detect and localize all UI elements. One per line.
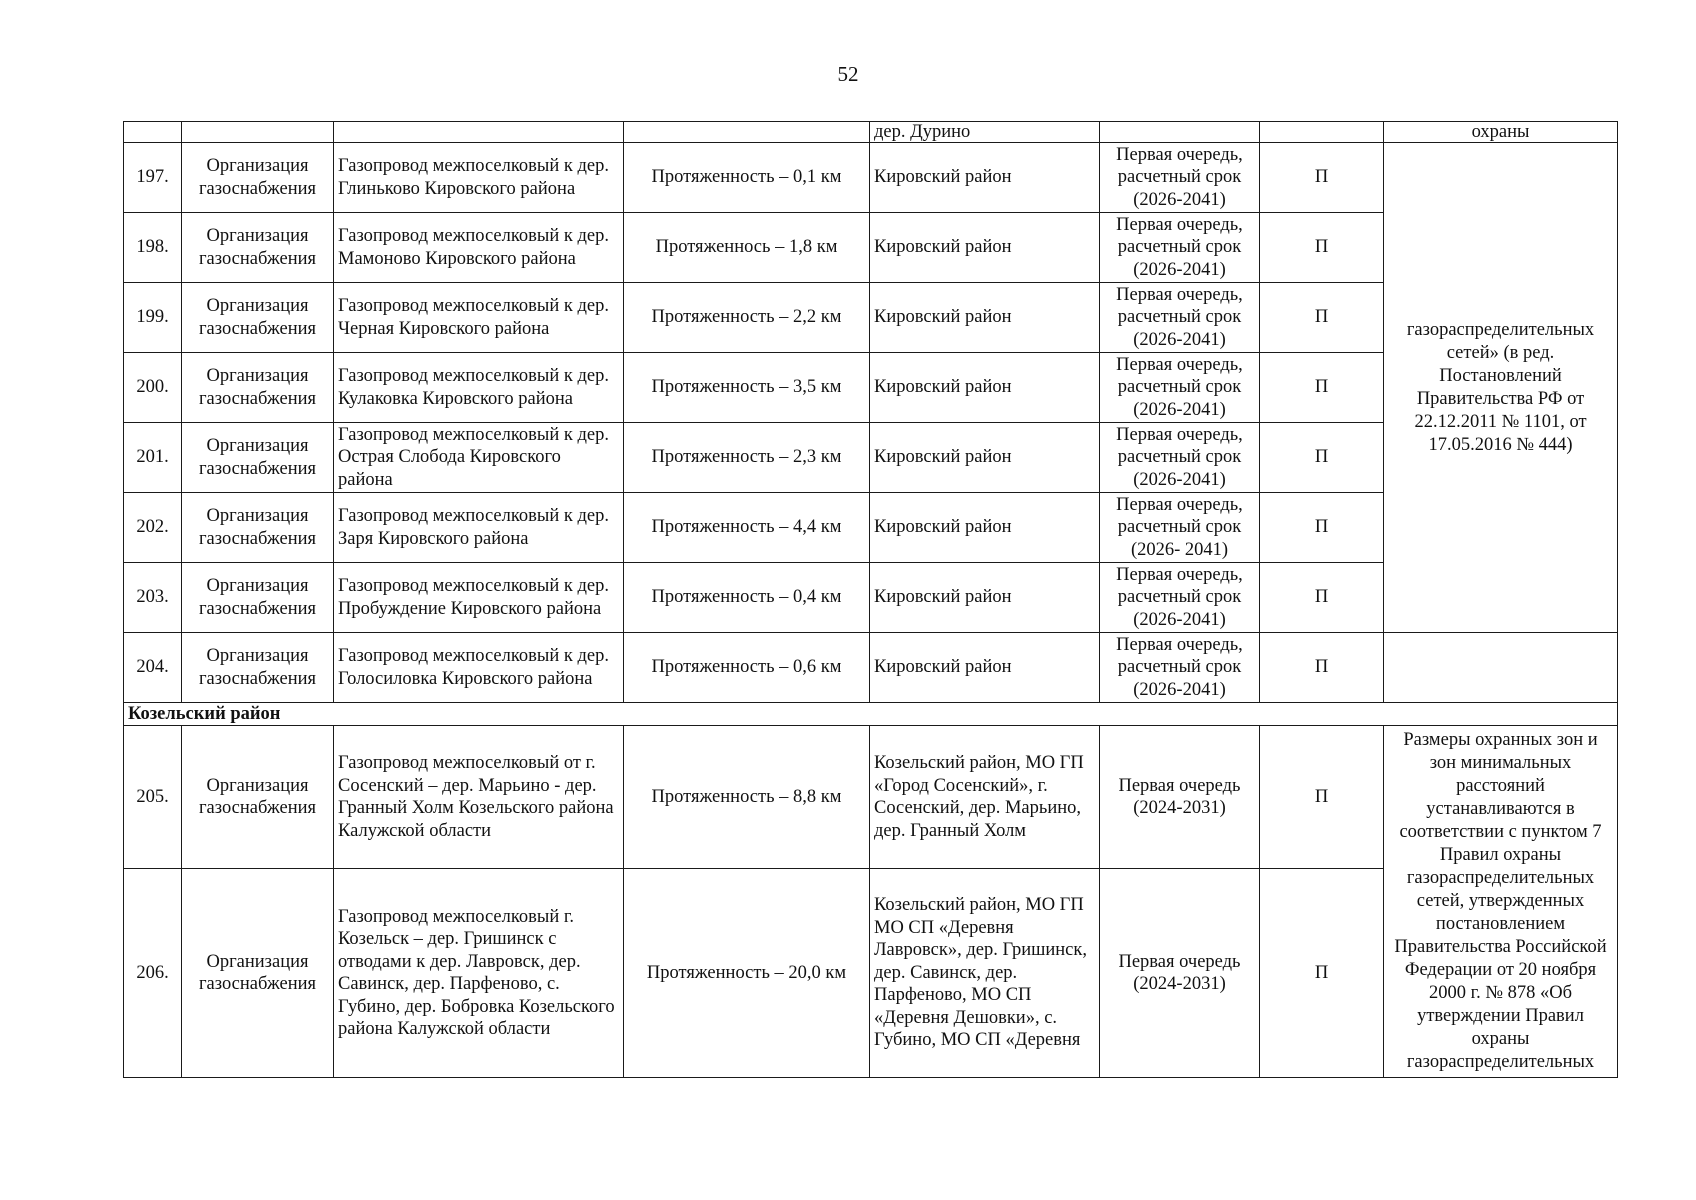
cell-organization: Организация газоснабжения xyxy=(182,423,334,493)
cell-object-name: Газопровод межпоселковый г. Козельск – дер. Гришинск с отводами к дер. Лавровск, дер. Савинск, дер. Парфеново, с. Губино, дер. Бобровка Козельского района Калужской области xyxy=(334,869,624,1078)
cell-parameter: Протяженность – 0,1 км xyxy=(624,143,870,213)
cell-object-name: Газопровод межпоселковый к дер. Глиньково Кировского района xyxy=(334,143,624,213)
table-row xyxy=(124,726,1618,869)
cell-status: П xyxy=(1260,213,1384,283)
continued-row xyxy=(124,122,1618,143)
cell-organization: Организация газоснабжения xyxy=(182,869,334,1078)
cell-parameter: Протяженность – 2,3 км xyxy=(624,423,870,493)
cell-object-name: Газопровод межпоселковый к дер. Мамоново Кировского района xyxy=(334,213,624,283)
cell-empty xyxy=(124,122,182,143)
cell-organization: Организация газоснабжения xyxy=(182,493,334,563)
cell-status: П xyxy=(1260,869,1384,1078)
cell-status: П xyxy=(1260,633,1384,703)
cell-object-name: Газопровод межпоселковый к дер. Пробуждение Кировского района xyxy=(334,563,624,633)
cell-number: 197. xyxy=(124,143,182,213)
cell-empty xyxy=(1100,122,1260,143)
cell-note: Размеры охранных зон и зон минимальных расстояний устанавливаются в соответствии с пунктом 7 Правил охраны газораспределительных сетей, утвержденных постановлением Правительства Российской Федерации от 20 ноября 2000 г. № 878 «Об утверждении Правил охраны газораспределительных xyxy=(1384,726,1618,1078)
cell-parameter: Протяженность – 0,4 км xyxy=(624,563,870,633)
cell-organization: Организация газоснабжения xyxy=(182,726,334,869)
cell-number: 198. xyxy=(124,213,182,283)
cell-number: 201. xyxy=(124,423,182,493)
cell-number: 199. xyxy=(124,283,182,353)
cell-location: Кировский район xyxy=(870,353,1100,423)
cell-stage: Первая очередь, расчетный срок (2026-2041) xyxy=(1100,213,1260,283)
cell-object-name: Газопровод межпоселковый к дер. Кулаковка Кировского района xyxy=(334,353,624,423)
cell-parameter: Протяженнось – 1,8 км xyxy=(624,213,870,283)
cell-status: П xyxy=(1260,563,1384,633)
cell-organization: Организация газоснабжения xyxy=(182,563,334,633)
cell-stage: Первая очередь, расчетный срок (2026-2041) xyxy=(1100,353,1260,423)
cell-empty xyxy=(182,122,334,143)
cell-object-name: Газопровод межпоселковый к дер. Заря Кировского района xyxy=(334,493,624,563)
cell-parameter: Протяженность – 20,0 км xyxy=(624,869,870,1078)
cell-location: Кировский район xyxy=(870,423,1100,493)
section-title: Козельский район xyxy=(124,703,1618,726)
cell-status: П xyxy=(1260,493,1384,563)
cell-number: 203. xyxy=(124,563,182,633)
cell-number: 200. xyxy=(124,353,182,423)
cell-location: Козельский район, МО ГП МО СП «Деревня Лавровск», дер. Гришинск, дер. Савинск, дер. Парфеново, МО СП «Деревня Дешовки», с. Губино, МО СП «Деревня xyxy=(870,869,1100,1078)
cell-status: П xyxy=(1260,353,1384,423)
cell-location: Кировский район xyxy=(870,493,1100,563)
cell-location: Кировский район xyxy=(870,633,1100,703)
cell-object-name: Газопровод межпоселковый к дер. Голосиловка Кировского района xyxy=(334,633,624,703)
cell-note-fragment: охраны xyxy=(1384,122,1618,143)
table-row xyxy=(124,633,1618,703)
cell-number: 202. xyxy=(124,493,182,563)
cell-organization: Организация газоснабжения xyxy=(182,633,334,703)
cell-empty xyxy=(1260,122,1384,143)
cell-parameter: Протяженность – 8,8 км xyxy=(624,726,870,869)
cell-location: Козельский район, МО ГП «Город Сосенский», г. Сосенский, дер. Марьино, дер. Гранный Холм xyxy=(870,726,1100,869)
cell-status: П xyxy=(1260,143,1384,213)
cell-empty xyxy=(334,122,624,143)
cell-parameter: Протяженность – 2,2 км xyxy=(624,283,870,353)
cell-stage: Первая очередь, расчетный срок (2026- 2041) xyxy=(1100,493,1260,563)
cell-stage: Первая очередь, расчетный срок (2026-2041) xyxy=(1100,563,1260,633)
cell-stage: Первая очередь, расчетный срок (2026-2041) xyxy=(1100,633,1260,703)
cell-location: Кировский район xyxy=(870,143,1100,213)
cell-location: Кировский район xyxy=(870,563,1100,633)
cell-number: 204. xyxy=(124,633,182,703)
cell-stage: Первая очередь (2024-2031) xyxy=(1100,726,1260,869)
cell-organization: Организация газоснабжения xyxy=(182,213,334,283)
cell-empty xyxy=(624,122,870,143)
cell-status: П xyxy=(1260,726,1384,869)
page-number: 52 xyxy=(837,62,859,86)
cell-stage: Первая очередь, расчетный срок (2026-2041) xyxy=(1100,283,1260,353)
cell-organization: Организация газоснабжения xyxy=(182,143,334,213)
cell-number: 206. xyxy=(124,869,182,1078)
section-row xyxy=(124,703,1618,726)
cell-parameter: Протяженность – 3,5 км xyxy=(624,353,870,423)
cell-note: газораспределительных сетей» (в ред. Постановлений Правительства РФ от 22.12.2011 № 1101, от 17.05.2016 № 444) xyxy=(1384,143,1618,633)
cell-location: Кировский район xyxy=(870,283,1100,353)
cell-location: дер. Дурино xyxy=(870,122,1100,143)
infrastructure-table xyxy=(123,121,1618,1078)
cell-stage: Первая очередь, расчетный срок (2026-2041) xyxy=(1100,143,1260,213)
cell-object-name: Газопровод межпоселковый от г. Сосенский – дер. Марьино - дер. Гранный Холм Козельского района Калужской области xyxy=(334,726,624,869)
cell-stage: Первая очередь, расчетный срок (2026-2041) xyxy=(1100,423,1260,493)
cell-parameter: Протяженность – 4,4 км xyxy=(624,493,870,563)
cell-status: П xyxy=(1260,283,1384,353)
cell-parameter: Протяженность – 0,6 км xyxy=(624,633,870,703)
cell-organization: Организация газоснабжения xyxy=(182,353,334,423)
cell-empty xyxy=(1384,633,1618,703)
cell-organization: Организация газоснабжения xyxy=(182,283,334,353)
cell-object-name: Газопровод межпоселковый к дер. Острая Слобода Кировского района xyxy=(334,423,624,493)
cell-stage: Первая очередь (2024-2031) xyxy=(1100,869,1260,1078)
cell-object-name: Газопровод межпоселковый к дер. Черная Кировского района xyxy=(334,283,624,353)
cell-status: П xyxy=(1260,423,1384,493)
cell-number: 205. xyxy=(124,726,182,869)
table-row xyxy=(124,143,1618,213)
cell-location: Кировский район xyxy=(870,213,1100,283)
